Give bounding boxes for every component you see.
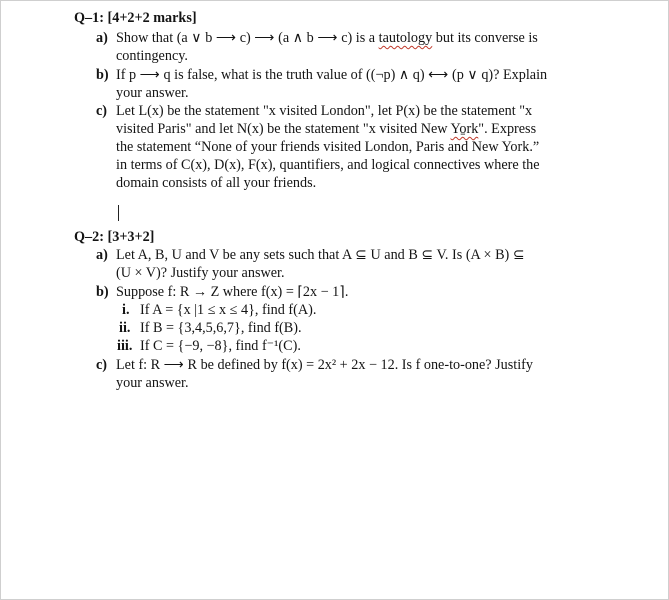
q2b-label: b) xyxy=(96,284,109,300)
q2c-line1: Let f: R ⟶ R be defined by f(x) = 2x² + 2x − 12. Is f one-to-one? Justify xyxy=(116,357,533,373)
q2b-item-i-text: If A = {x |1 ≤ x ≤ 4}, find f(A). xyxy=(140,302,317,318)
text-cursor[interactable] xyxy=(118,205,119,221)
q1a-label: a) xyxy=(96,30,108,46)
misspelled-word[interactable]: Yo̱rk xyxy=(450,121,479,137)
q1c-label: c) xyxy=(96,103,108,119)
q1a-line1-post: but its converse is xyxy=(432,30,538,46)
q1b-line1: If p ⟶ q is false, what is the truth value of ((¬p) ∧ q) ⟷ (p ∨ q)? Explain xyxy=(116,67,548,83)
q2a-line2: (U × V)? Justify your answer. xyxy=(116,265,285,281)
misspelled-word[interactable]: tautology xyxy=(378,30,433,46)
q2c-line2: your answer. xyxy=(116,375,189,391)
q1c-line2-pre: visited Paris" and let N(x) be the statement "x visited New xyxy=(116,121,451,137)
q2b-item-iii-label: iii. xyxy=(117,338,133,354)
q2b-item-iii-text: If C = {−9, −8}, find f⁻¹(C). xyxy=(140,338,301,354)
q1b-label: b) xyxy=(96,67,109,83)
q2b-item-ii-label: ii. xyxy=(119,320,131,336)
q1c-line2-post: ". Express xyxy=(478,121,537,137)
q2b-line1: Suppose f: R → Z where f(x) = ⌈2x − 1⌉. xyxy=(116,284,349,300)
q1c-line1: Let L(x) be the statement "x visited London", let P(x) be the statement "x xyxy=(116,103,533,119)
q1c-line2 xyxy=(116,120,536,138)
q1a-line1-pre: Show that (a ∨ b ⟶ c) ⟶ (a ∧ b ⟶ c) is a xyxy=(116,30,379,46)
q2a-label: a) xyxy=(96,247,108,263)
q1-heading: Q–1: [4+2+2 marks] xyxy=(74,10,197,26)
q1c-line3: the statement “None of your friends visited London, Paris and New York.” xyxy=(116,139,540,155)
q2a-line1: Let A, B, U and V be any sets such that A ⊆ U and B ⊆ V. Is (A × B) ⊆ xyxy=(116,247,525,263)
q1b-line2: your answer. xyxy=(116,85,189,101)
q2b-item-ii-text: If B = {3,4,5,6,7}, find f(B). xyxy=(140,320,302,336)
q1a-line2: contingency. xyxy=(116,48,188,64)
q2-heading: Q–2: [3+3+2] xyxy=(74,229,155,245)
q1c-line5: domain consists of all your friends. xyxy=(116,175,317,191)
q1c-line4: in terms of C(x), D(x), F(x), quantifiers, and logical connectives where the xyxy=(116,157,540,173)
q2c-label: c) xyxy=(96,357,108,373)
q2b-item-i-label: i. xyxy=(122,302,130,318)
q1a-line1 xyxy=(116,29,610,47)
